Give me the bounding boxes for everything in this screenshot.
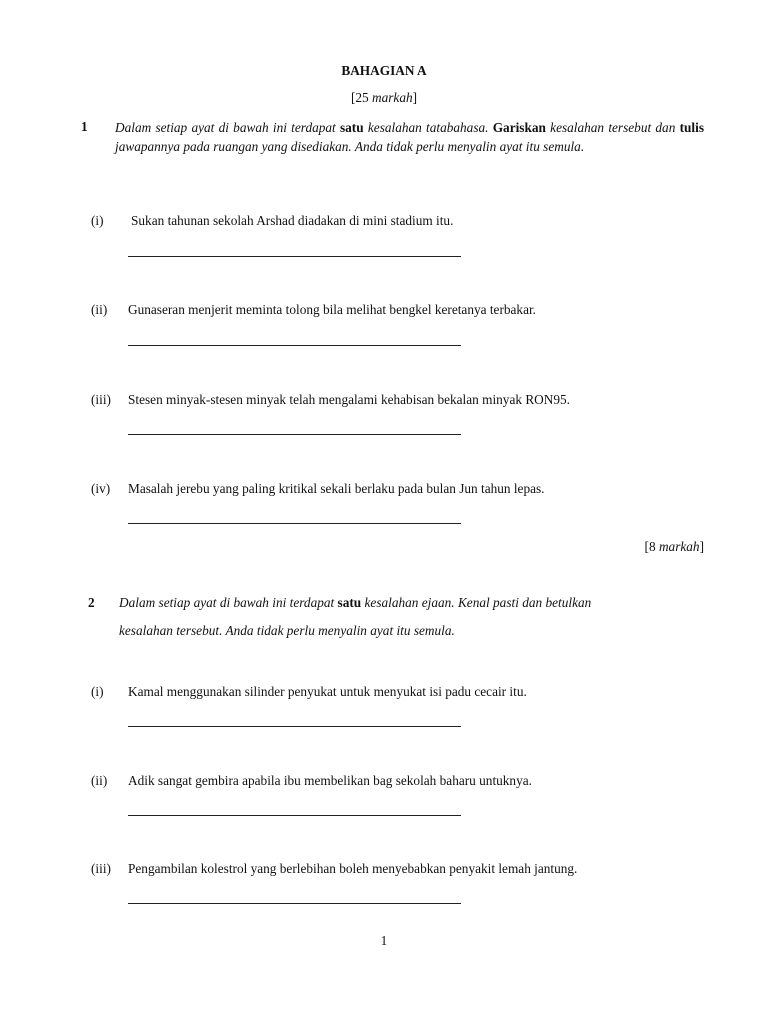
q1-item-label: (ii) (91, 302, 108, 317)
question-1-marks: [8 markah] (644, 539, 704, 554)
q1-item-text: Stesen minyak-stesen minyak telah mengalami kehabisan bekalan minyak RON95. (128, 392, 571, 407)
q2-item-label: (ii) (91, 773, 108, 788)
page-number: 1 (380, 933, 388, 948)
answer-line[interactable] (128, 726, 461, 727)
answer-line[interactable] (128, 903, 461, 904)
q2-item-label: (iii) (91, 861, 111, 876)
total-marks: [25 markah] (350, 90, 418, 105)
answer-line[interactable] (128, 434, 461, 435)
q1-item-label: (iii) (91, 392, 111, 407)
q1-item-text: Sukan tahunan sekolah Arshad diadakan di mini stadium itu. (131, 213, 454, 228)
answer-line[interactable] (128, 345, 461, 346)
answer-line[interactable] (128, 815, 461, 816)
q1-item-label: (iv) (91, 481, 111, 496)
q2-item-label: (i) (91, 684, 104, 699)
q1-item-text: Masalah jerebu yang paling kritikal sekali berlaku pada bulan Jun tahun lepas. (128, 481, 545, 496)
section-title: BAHAGIAN A (341, 63, 427, 78)
question-2-instruction-line-1: Dalam setiap ayat di bawah ini terdapat satu kesalahan ejaan. Kenal pasti dan betulkan (119, 595, 592, 610)
q1-item-text: Gunaseran menjerit meminta tolong bila melihat bengkel keretanya terbakar. (128, 302, 536, 317)
q2-item-text: Adik sangat gembira apabila ibu membelikan bag sekolah baharu untuknya. (128, 773, 532, 788)
q2-item-text: Pengambilan kolestrol yang berlebihan boleh menyebabkan penyakit lemah jantung. (128, 861, 578, 876)
question-1-instruction: Dalam setiap ayat di bawah ini terdapat satu kesalahan tatabahasa. Gariskan kesalahan tersebut dan tulis jawapannya pada ruangan yang disediakan. Anda tidak perlu menyalin ayat itu semula. (115, 120, 704, 154)
question-2-instruction-line-2: kesalahan tersebut. Anda tidak perlu menyalin ayat itu semula. (119, 623, 455, 638)
answer-line[interactable] (128, 523, 461, 524)
question-1-number: 1 (81, 119, 88, 134)
answer-line[interactable] (128, 256, 461, 257)
q1-item-label: (i) (91, 213, 104, 228)
q2-item-text: Kamal menggunakan silinder penyukat untuk menyukat isi padu cecair itu. (128, 684, 527, 699)
question-2-number: 2 (88, 595, 95, 610)
